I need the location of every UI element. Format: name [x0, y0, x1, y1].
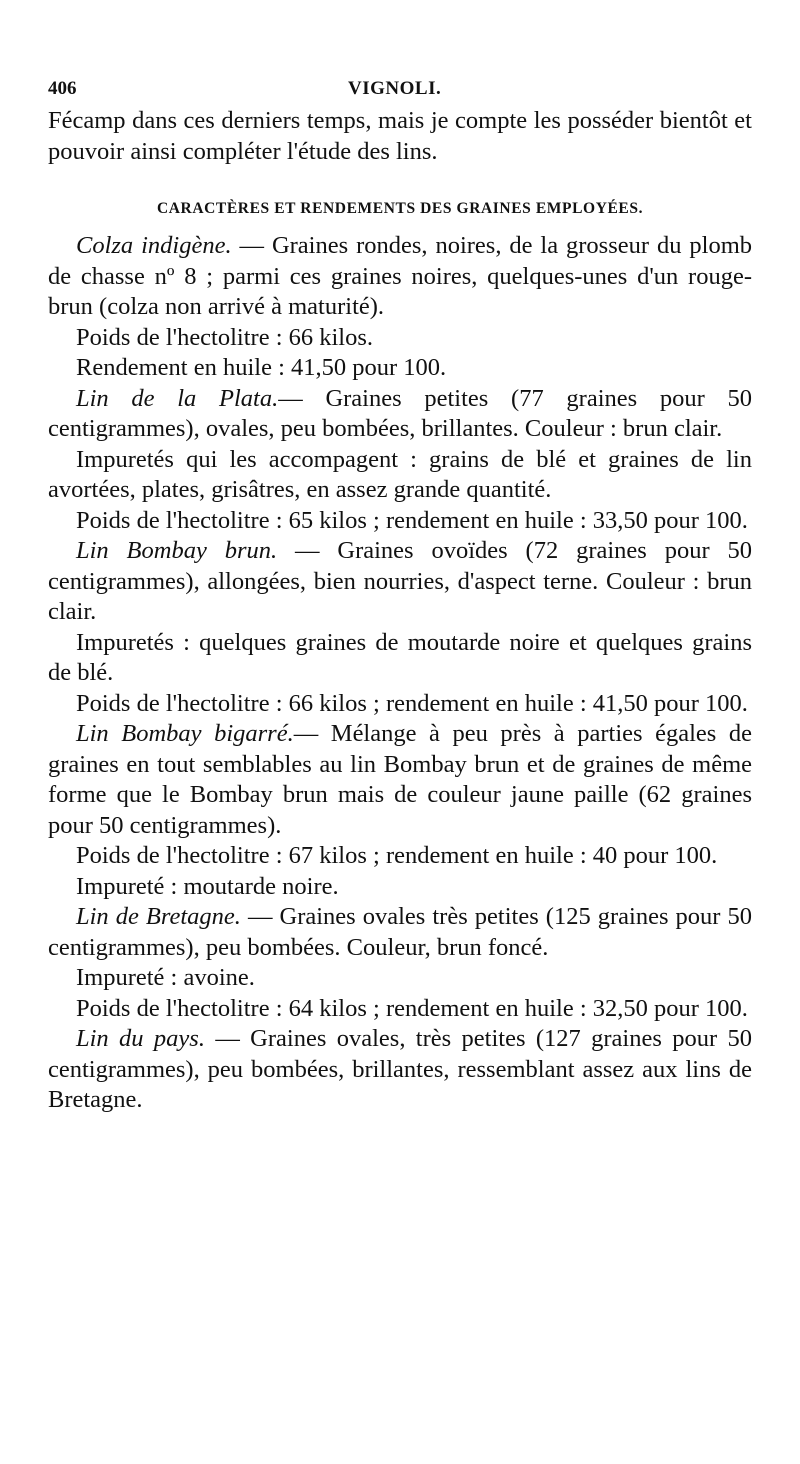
- bretagne-paragraph: [48, 902, 752, 963]
- pays-run-in: Lin du pays.: [76, 1025, 205, 1052]
- bombay-bigarre-impurity: Impureté : moutarde noire.: [76, 872, 339, 900]
- plata-impurities: Impuretés qui les accompagent : grains de blé et graines de lin avortées, plates, grisâtres, en assez grande quantité.: [48, 445, 752, 503]
- colza-weight: Poids de l'hectolitre : 66 kilos.: [76, 323, 374, 351]
- bombay-brun-paragraph: [48, 536, 752, 628]
- intro-paragraph: Fécamp dans ces derniers temps, mais je compte les posséder bientôt et pouvoir ainsi compléter l'étude des lins.: [48, 107, 752, 165]
- page: [48, 78, 752, 1116]
- bombay-brun-description: — Graines ovoïdes (72 graines pour 50 centigrammes), allongées, bien nourries, d'aspect terne. Couleur : brun clair.: [48, 537, 753, 625]
- page-number: 406: [48, 78, 77, 99]
- colza-yield: Rendement en huile : 41,50 pour 100.: [76, 354, 447, 381]
- bretagne-description: — Graines ovales très petites (125 graines pour 50 centigrammes), peu bombées. Couleur, brun foncé.: [48, 903, 752, 961]
- plata-weight-yield: Poids de l'hectolitre : 65 kilos ; rendement en huile : 33,50 pour 100.: [76, 506, 748, 534]
- bombay-bigarre-paragraph: [48, 719, 752, 841]
- pays-description: — Graines ovales, très petites (127 graines pour 50 centigrammes), peu bombées, brillantes, ressemblant assez aux lins de Bretagne.: [48, 1025, 753, 1113]
- bretagne-impurity: Impureté : avoine.: [76, 964, 255, 991]
- bombay-brun-impurities: Impuretés : quelques graines de moutarde noire et quelques grains de blé.: [48, 628, 752, 686]
- bretagne-weight-yield: Poids de l'hectolitre : 64 kilos ; rendement en huile : 32,50 pour 100.: [76, 994, 748, 1022]
- plata-paragraph: [48, 384, 752, 445]
- bombay-brun-weight-yield: Poids de l'hectolitre : 66 kilos ; rendement en huile : 41,50 pour 100.: [76, 689, 748, 717]
- body-text: [48, 106, 752, 1116]
- bombay-bigarre-description: — Mélange à peu près à parties égales de graines en tout semblables au lin Bombay brun et de graines de même forme que le Bombay brun mais de couleur jaune paille (62 graines pour 50 centigrammes).: [48, 720, 752, 839]
- bombay-brun-run-in: Lin Bombay brun.: [76, 537, 278, 564]
- colza-run-in: Colza indigène.: [76, 232, 232, 259]
- bretagne-run-in: Lin de Bretagne.: [76, 903, 241, 930]
- bombay-bigarre-weight-yield: Poids de l'hectolitre : 67 kilos ; rendement en huile : 40 pour 100.: [76, 842, 718, 869]
- pays-paragraph: [48, 1024, 752, 1116]
- running-head: [48, 78, 752, 106]
- running-title: VIGNOLI.: [348, 78, 442, 99]
- section-heading: CARACTÈRES ET RENDEMENTS DES GRAINES EMPLOYÉES.: [156, 200, 644, 217]
- plata-description: — Graines petites (77 graines pour 50 centigrammes), ovales, peu bombées, brillantes. Couleur : brun clair.: [48, 384, 752, 442]
- bombay-bigarre-run-in: Lin Bombay bigarré.: [76, 720, 294, 747]
- colza-description: — Graines rondes, noires, de la grosseur du plomb de chasse nº 8 ; parmi ces graines noires, quelques-unes d'un rouge-brun (colza non arrivé à maturité).: [48, 232, 752, 320]
- plata-run-in: Lin de la Plata.: [76, 384, 279, 412]
- colza-paragraph: [48, 231, 752, 323]
